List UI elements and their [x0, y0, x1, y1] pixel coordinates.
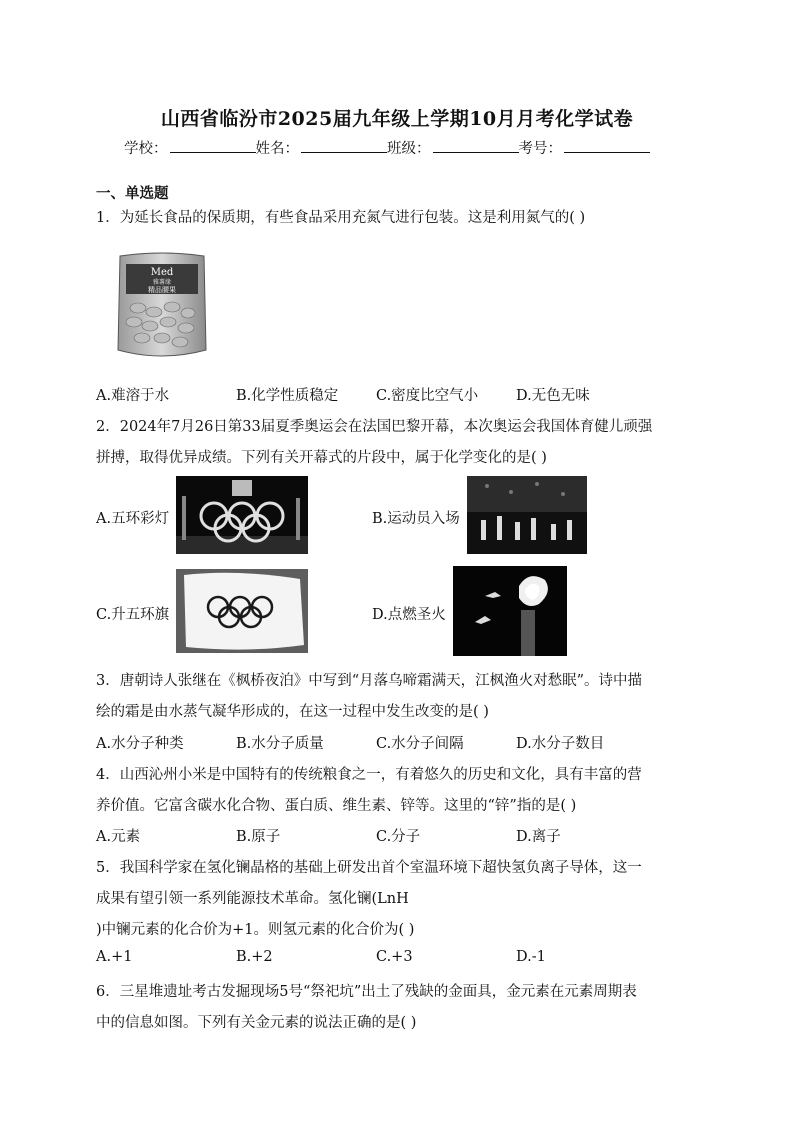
olympic-rings-lights-image	[176, 476, 308, 554]
q5-option-d[interactable]: D.-1	[516, 949, 546, 965]
q2-option-b[interactable]: B.运动员入场	[372, 511, 460, 527]
question-4-line-2: 养价值。它富含碳水化合物、蛋白质、维生素、锌等。这里的“锌”指的是( )	[96, 798, 577, 814]
q4-option-d[interactable]: D.离子	[516, 829, 561, 845]
lighting-torch-image	[453, 566, 567, 656]
olympic-flag-image	[176, 569, 308, 653]
question-6-line-2: 中的信息如图。下列有关金元素的说法正确的是( )	[96, 1015, 417, 1031]
cashew-package-image	[116, 250, 208, 362]
question-2-line-2: 拼搏，取得优异成绩。下列有关开幕式的片段中，属于化学变化的是( )	[96, 450, 547, 466]
q3-option-c[interactable]: C.水分子间隔	[376, 736, 464, 752]
section-heading: 一、单选题	[96, 185, 169, 202]
name-blank[interactable]	[301, 138, 387, 153]
class-label: 班级：	[387, 141, 431, 157]
question-5-line-2: 成果有望引领一系列能源技术革命。氢化镧(LnH	[96, 891, 409, 907]
package-brand: Med	[150, 267, 174, 278]
q4-option-a[interactable]: A.元素	[96, 829, 141, 845]
q1-option-d[interactable]: D.无色无味	[516, 388, 590, 404]
question-3-options	[96, 732, 656, 753]
q3-option-a[interactable]: A.水分子种类	[96, 736, 184, 752]
q1-option-c[interactable]: C.密度比空气小	[376, 388, 479, 404]
question-1-options	[96, 384, 656, 405]
question-5-options	[96, 949, 656, 965]
class-blank[interactable]	[433, 138, 519, 153]
exam-title: 山西省临汾市2025届九年级上学期10月月考化学试卷	[160, 108, 634, 130]
exam-number-blank[interactable]	[564, 138, 650, 153]
q2-option-a[interactable]: A.五环彩灯	[96, 511, 170, 527]
question-5-line-3: )中镧元素的化合价为+1。则氢元素的化合价为( )	[96, 922, 415, 938]
question-5-line-1: 5．我国科学家在氢化镧晶格的基础上研发出首个室温环境下超快氢负离子导体，这一	[96, 860, 642, 876]
question-4-options	[96, 825, 656, 846]
school-blank[interactable]	[170, 138, 256, 153]
school-label: 学校：	[124, 141, 168, 157]
student-info-row	[124, 137, 650, 158]
q3-option-d[interactable]: D.水分子数目	[516, 736, 605, 752]
athletes-entrance-image	[467, 476, 587, 554]
q5-option-c[interactable]: C.+3	[376, 949, 413, 965]
question-6-line-1: 6．三星堆遗址考古发掘现场5号“祭祀坑”出土了残缺的金面具，金元素在元素周期表	[96, 984, 637, 1000]
q2-option-c[interactable]: C.升五环旗	[96, 607, 170, 623]
q5-option-b[interactable]: B.+2	[236, 949, 273, 965]
package-product: 精品腰果	[148, 286, 176, 294]
question-4-line-1: 4．山西沁州小米是中国特有的传统粮食之一，有着悠久的历史和文化，具有丰富的营	[96, 767, 642, 783]
q1-option-b[interactable]: B.化学性质稳定	[236, 388, 339, 404]
q5-option-a[interactable]: A.+1	[96, 949, 133, 965]
question-3-line-2: 绘的霜是由水蒸气凝华形成的，在这一过程中发生改变的是( )	[96, 704, 489, 720]
q4-option-b[interactable]: B.原子	[236, 829, 281, 845]
q3-option-b[interactable]: B.水分子质量	[236, 736, 324, 752]
question-2-line-1: 2．2024年7月26日第33届夏季奥运会在法国巴黎开幕，本次奥运会我国体育健儿顽强	[96, 419, 653, 435]
q4-option-c[interactable]: C.分子	[376, 829, 421, 845]
question-1-stem: 1．为延长食品的保质期，有些食品采用充氮气进行包装。这是利用氮气的( )	[96, 210, 586, 226]
q1-option-a[interactable]: A.难溶于水	[96, 388, 170, 404]
name-label: 姓名：	[255, 141, 299, 157]
q2-option-d[interactable]: D.点燃圣火	[372, 607, 446, 623]
exam-number-label: 考号：	[518, 141, 562, 157]
question-3-line-1: 3．唐朝诗人张继在《枫桥夜泊》中写到“月落乌啼霜满天，江枫渔火对愁眠”。诗中描	[96, 673, 643, 689]
package-subbrand: 雅薯缘	[152, 279, 172, 286]
